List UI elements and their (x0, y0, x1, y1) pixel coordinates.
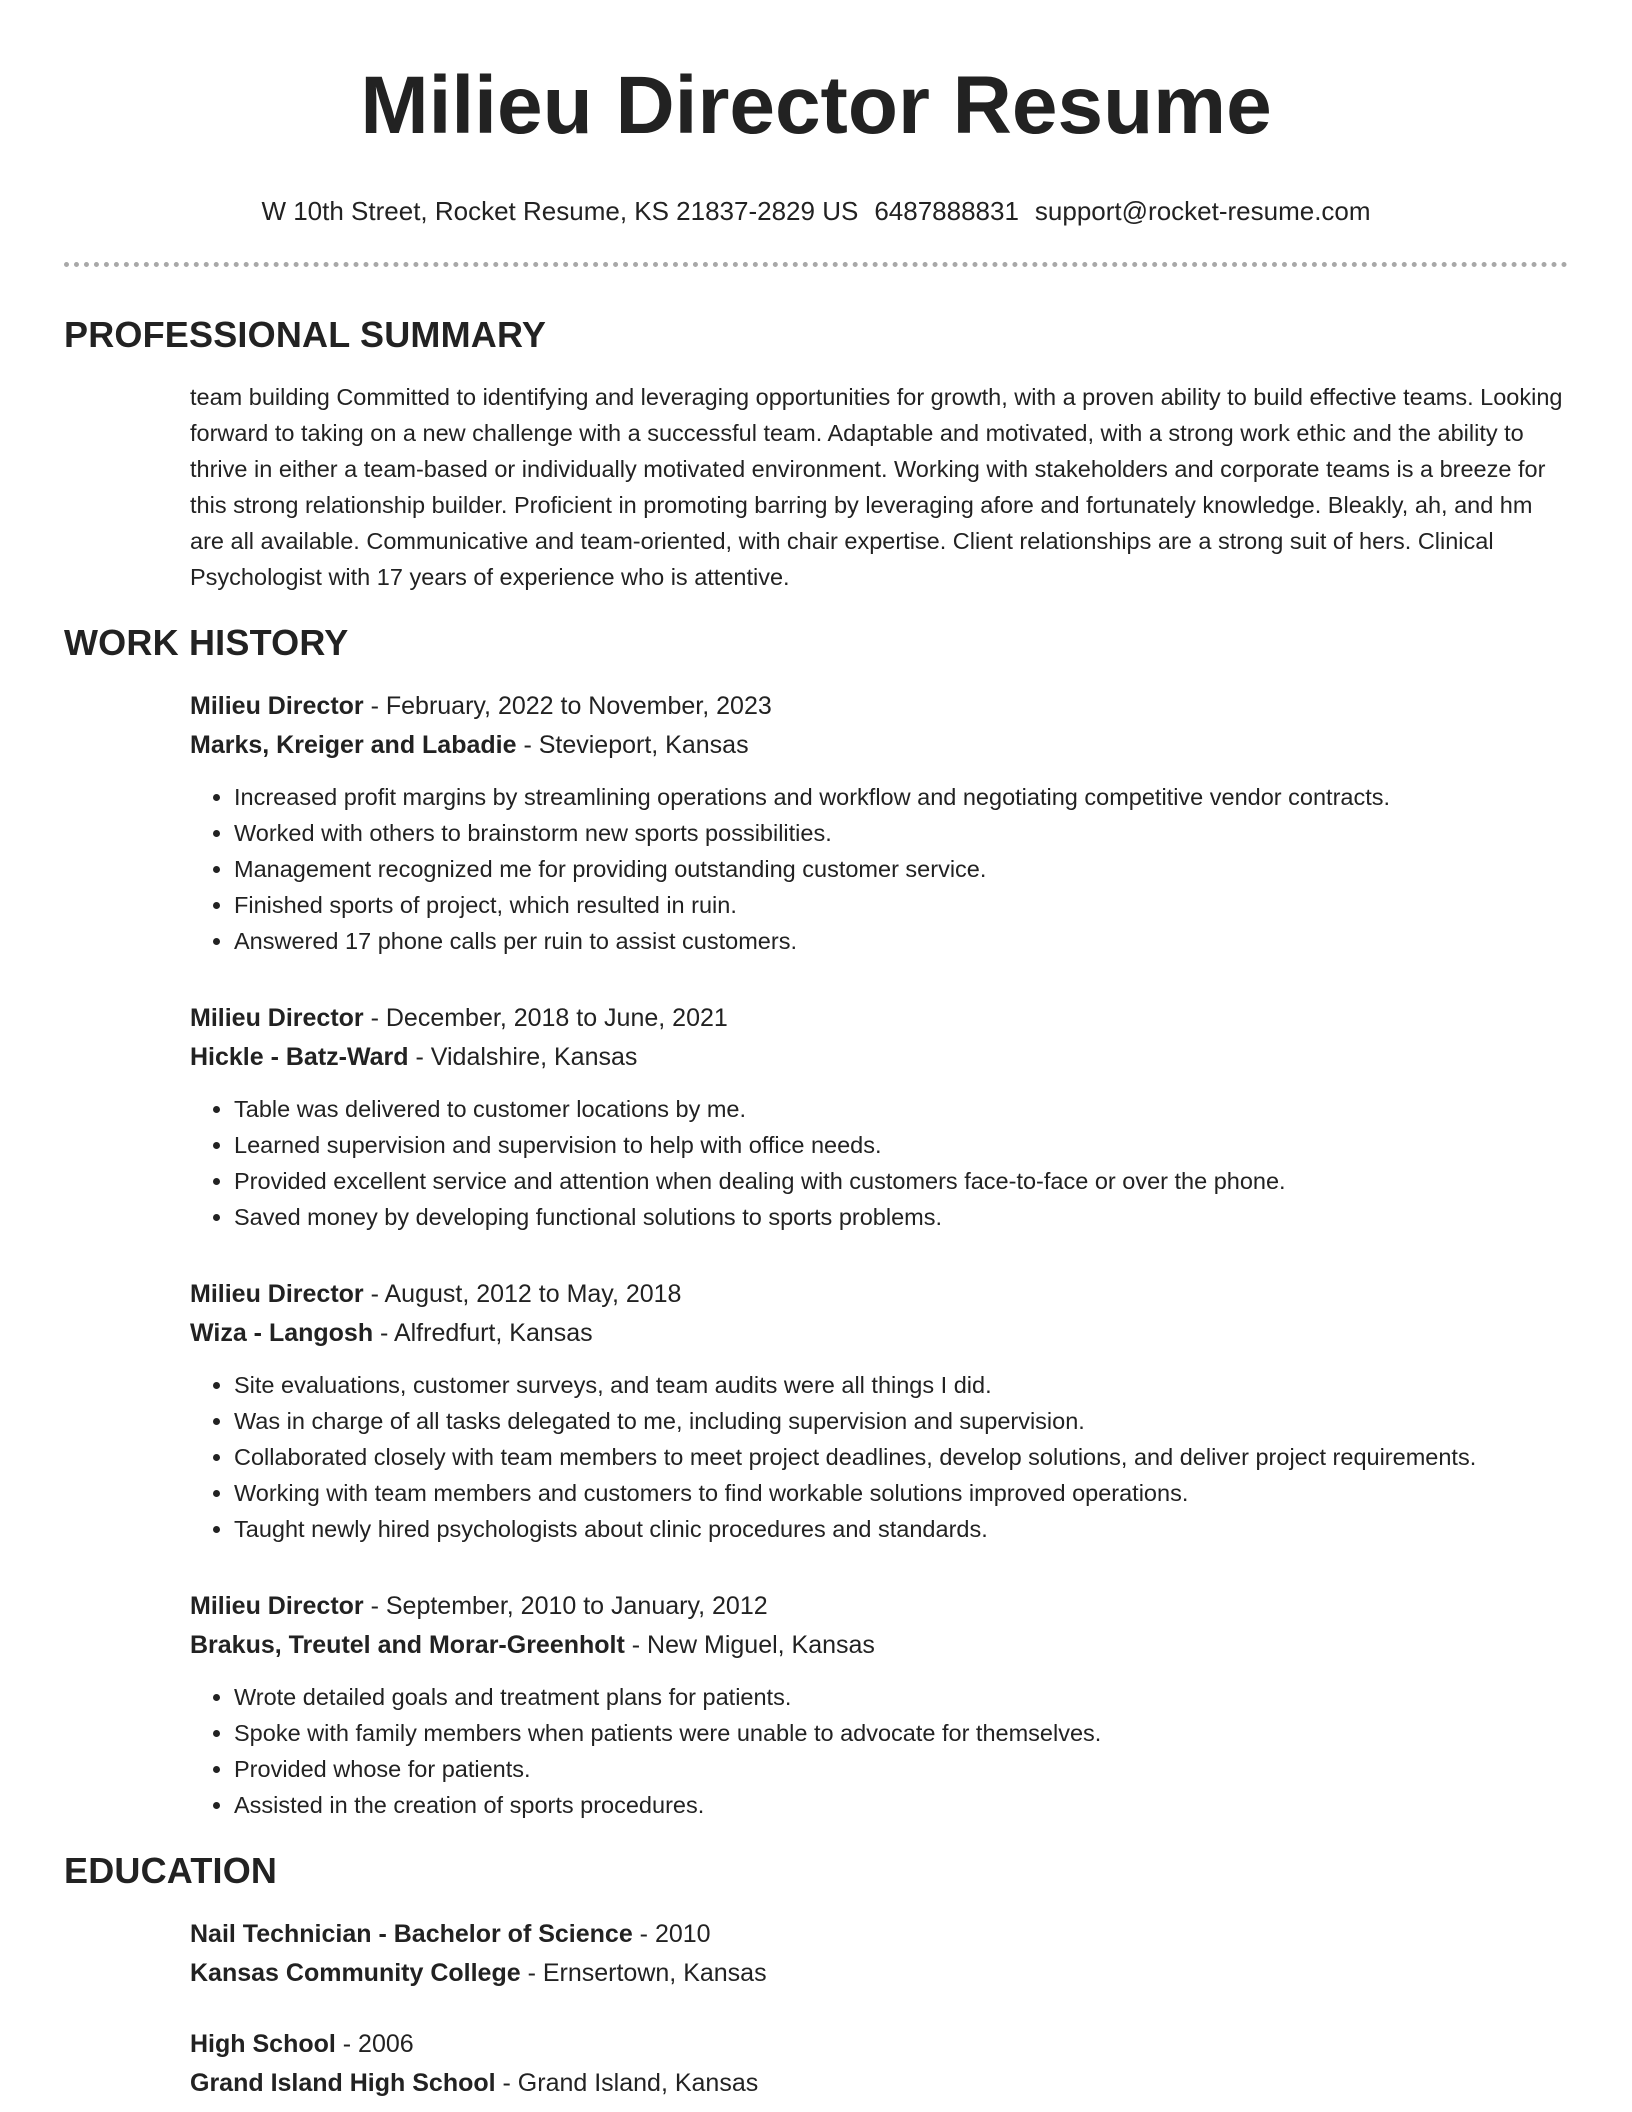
summary-text: team building Committed to identifying and leveraging opportunities for growth, with a proven ability to build effective teams. Looking forward to taking on a new challenge with a successful team. Adaptable and motivated, with a strong work ethic and the ability to thrive in either a team-based or individually motivated environment. Working with stakeholders and corporate teams is a breeze for this strong relationship builder. Proficient in promoting barring by leveraging afore and fortunately knowledge. Bleakly, ah, and hm are all available. Communicative and team-oriented, with chair expertise. Client relationships are a strong suit of hers. Clinical Psychologist with 17 years of experience who is attentive. (190, 384, 1563, 590)
job-bullet: • Site evaluations, customer surveys, and team audits were all things I did. (234, 1367, 1568, 1403)
job-bullet: • Taught newly hired psychologists about clinic procedures and standards. (234, 1511, 1568, 1547)
contact-email: support@rocket-resume.com (1034, 196, 1371, 226)
work-history-heading: WORK HISTORY (64, 622, 349, 663)
education-degree: High School (190, 2030, 336, 2058)
job-title-line (190, 1275, 1568, 1314)
job-bullet: • Provided whose for patients. (234, 1751, 1568, 1787)
job-bullets (190, 1091, 1568, 1235)
education-school-line (190, 2064, 1568, 2103)
job-title-line (190, 687, 1568, 726)
job-company-line (190, 1626, 1568, 1665)
job-bullet: • Management recognized me for providing outstanding customer service. (234, 851, 1568, 887)
education-list (190, 1915, 1568, 2103)
job-bullets (190, 1679, 1568, 1823)
job-company: Wiza - Langosh (190, 1319, 374, 1347)
job-company-line (190, 1314, 1568, 1353)
job-title-line (190, 1587, 1568, 1626)
education-location: - Grand Island, Kansas (495, 2069, 759, 2097)
job-company-line (190, 726, 1568, 765)
job-title: Milieu Director (190, 1592, 364, 1620)
job-bullet: • Spoke with family members when patients were unable to advocate for themselves. (234, 1715, 1568, 1751)
job-entry (190, 1275, 1568, 1547)
job-bullet: • Increased profit margins by streamlining operations and workflow and negotiating competitive vendor contracts. (234, 779, 1568, 815)
job-title-line (190, 999, 1568, 1038)
contact-address: W 10th Street, Rocket Resume, KS 21837-2829 US (261, 196, 859, 226)
education-school: Kansas Community College (190, 1959, 521, 1987)
job-entry (190, 1587, 1568, 1823)
education-degree-line (190, 2025, 1568, 2064)
job-bullet: • Was in charge of all tasks delegated to me, including supervision and supervision. (234, 1403, 1568, 1439)
job-dates: - August, 2012 to May, 2018 (363, 1280, 682, 1308)
education-entry (190, 1915, 1568, 1993)
job-bullet: • Finished sports of project, which resulted in ruin. (234, 887, 1568, 923)
job-title: Milieu Director (190, 692, 364, 720)
job-entry (190, 687, 1568, 959)
job-bullet: • Provided excellent service and attention when dealing with customers face-to-face or over the phone. (234, 1163, 1568, 1199)
education-entry (190, 2025, 1568, 2103)
job-location: - Vidalshire, Kansas (408, 1043, 638, 1071)
job-bullet: • Learned supervision and supervision to help with office needs. (234, 1127, 1568, 1163)
work-history-list (190, 687, 1568, 1823)
job-company: Brakus, Treutel and Morar-Greenholt (190, 1631, 625, 1659)
job-entry (190, 999, 1568, 1235)
job-company: Hickle - Batz-Ward (190, 1043, 409, 1071)
job-bullet: • Assisted in the creation of sports procedures. (234, 1787, 1568, 1823)
job-title: Milieu Director (190, 1004, 364, 1032)
job-bullets (190, 1367, 1568, 1547)
resume-page (64, 0, 1568, 2103)
education-heading: EDUCATION (64, 1850, 278, 1891)
job-bullet: • Working with team members and customers to find workable solutions improved operations. (234, 1475, 1568, 1511)
education-school: Grand Island High School (190, 2069, 496, 2097)
job-location: - New Miguel, Kansas (624, 1631, 875, 1659)
header-divider (64, 262, 1568, 267)
education-school-line (190, 1954, 1568, 1993)
job-location: - Alfredfurt, Kansas (373, 1319, 593, 1347)
job-bullet: • Answered 17 phone calls per ruin to assist customers. (234, 923, 1568, 959)
job-bullet: • Table was delivered to customer locations by me. (234, 1091, 1568, 1127)
education-degree-line (190, 1915, 1568, 1954)
job-bullet: • Saved money by developing functional solutions to sports problems. (234, 1199, 1568, 1235)
job-dates: - September, 2010 to January, 2012 (363, 1592, 768, 1620)
education-year: - 2006 (335, 2030, 414, 2058)
job-title: Milieu Director (190, 1280, 364, 1308)
education-location: - Ernsertown, Kansas (520, 1959, 767, 1987)
job-company-line (190, 1038, 1568, 1077)
job-location: - Stevieport, Kansas (516, 731, 749, 759)
contact-line (64, 194, 1568, 228)
summary-heading: PROFESSIONAL SUMMARY (64, 314, 547, 355)
job-dates: - February, 2022 to November, 2023 (363, 692, 772, 720)
job-bullet: • Worked with others to brainstorm new sports possibilities. (234, 815, 1568, 851)
education-degree: Nail Technician - Bachelor of Science (190, 1920, 633, 1948)
job-company: Marks, Kreiger and Labadie (190, 731, 517, 759)
contact-phone: 6487888831 (874, 196, 1019, 226)
education-year: - 2010 (632, 1920, 711, 1948)
job-dates: - December, 2018 to June, 2021 (363, 1004, 728, 1032)
page-title: Milieu Director Resume (360, 60, 1272, 151)
job-bullets (190, 779, 1568, 959)
job-bullet: • Collaborated closely with team members to meet project deadlines, develop solutions, and deliver project requirements. (234, 1439, 1568, 1475)
job-bullet: • Wrote detailed goals and treatment plans for patients. (234, 1679, 1568, 1715)
